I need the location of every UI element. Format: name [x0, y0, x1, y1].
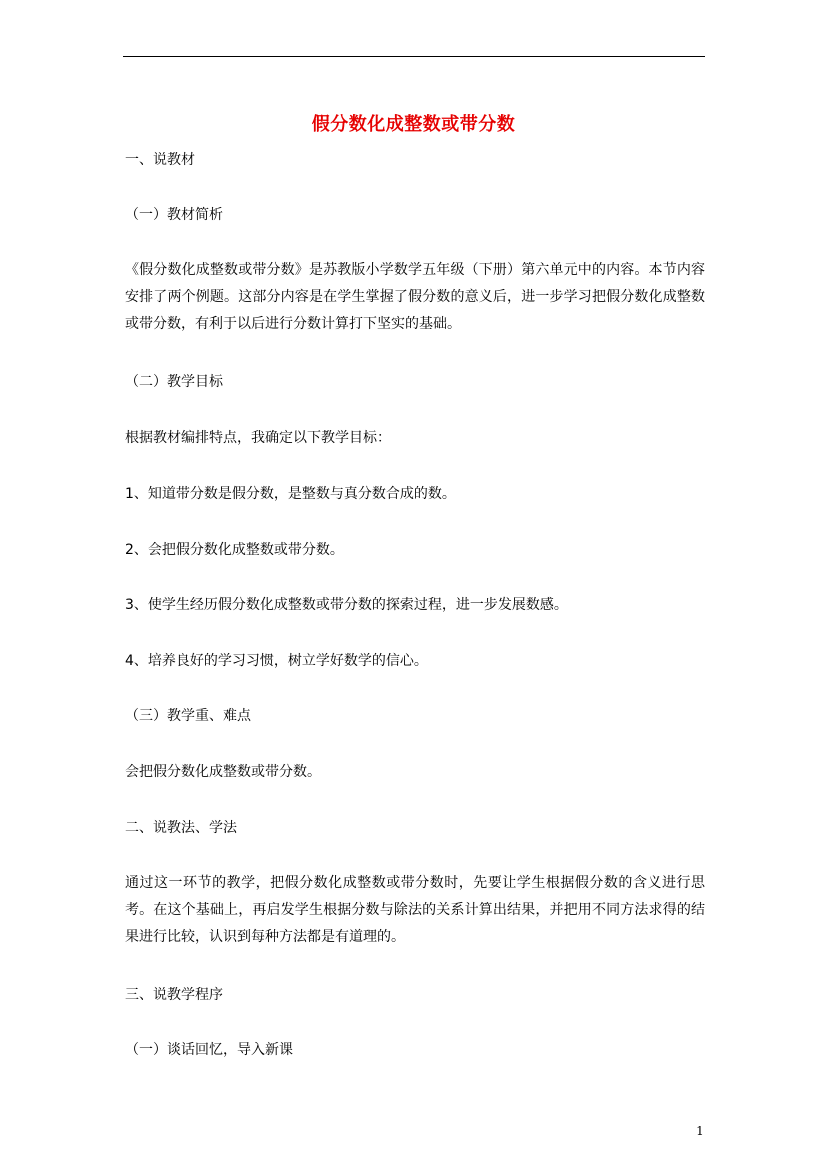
goal-item-2: 2、会把假分数化成整数或带分数。 — [125, 542, 344, 558]
header-rule — [123, 56, 705, 57]
subsection-heading-introduction: （一）谈话回忆，导入新课 — [125, 1042, 293, 1058]
paragraph-teaching-methods: 通过这一环节的教学，把假分数化成整数或带分数时，先要让学生根据假分数的含义进行思考。在这个基础上，再启发学生根据分数与除法的关系计算出结果，并把用不同方法求得的结果进行比较，认识到每种方法都是有道理的。 — [125, 875, 705, 945]
subsection-heading-key-points: （三）教学重、难点 — [125, 708, 251, 724]
goal-item-1: 1、知道带分数是假分数，是整数与真分数合成的数。 — [125, 486, 456, 502]
document-title: 假分数化成整数或带分数 — [311, 114, 516, 135]
subsection-heading-textbook-analysis: （一）教材简析 — [125, 207, 223, 223]
section-heading-2: 二、说教法、学法 — [125, 820, 237, 836]
goals-intro: 根据教材编排特点，我确定以下教学目标： — [125, 430, 391, 446]
subsection-heading-teaching-goals: （二）教学目标 — [125, 374, 223, 390]
section-heading-3: 三、说教学程序 — [125, 987, 223, 1003]
section-heading-1: 一、说教材 — [125, 152, 195, 168]
goal-item-3: 3、使学生经历假分数化成整数或带分数的探索过程，进一步发展数感。 — [125, 597, 568, 613]
page-number: 1 — [696, 1124, 704, 1138]
goal-item-4: 4、培养良好的学习习惯，树立学好数学的信心。 — [125, 653, 428, 669]
key-points-text: 会把假分数化成整数或带分数。 — [125, 764, 321, 780]
paragraph-textbook-analysis: 《假分数化成整数或带分数》是苏教版小学数学五年级（下册）第六单元中的内容。本节内容安排了两个例题。这部分内容是在学生掌握了假分数的意义后，进一步学习把假分数化成整数或带分数，有利于以后进行分数计算打下坚实的基础。 — [125, 262, 705, 332]
